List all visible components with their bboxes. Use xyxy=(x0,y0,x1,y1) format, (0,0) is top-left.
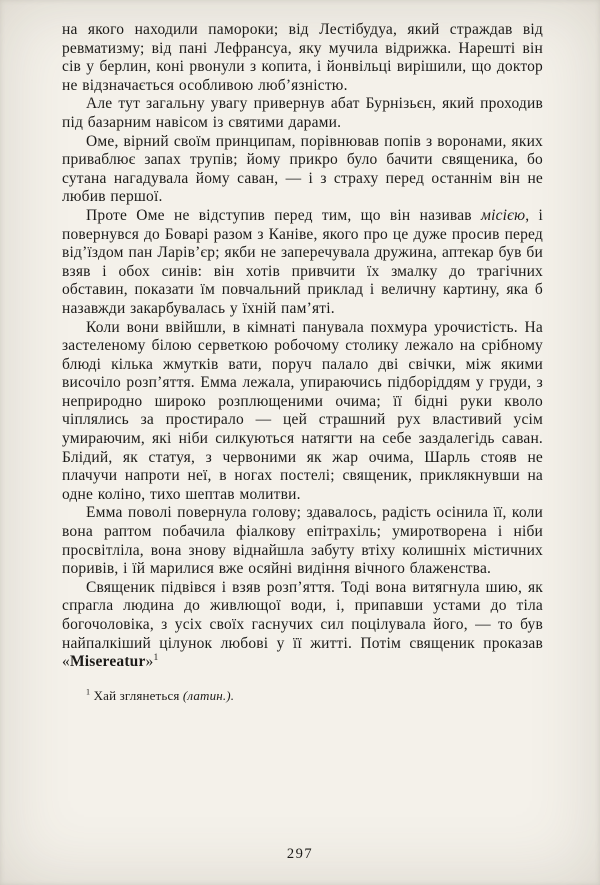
paragraph xyxy=(62,133,543,207)
text-segment: Хай зглянеться xyxy=(90,687,183,703)
footnote xyxy=(62,688,543,704)
paragraph xyxy=(62,207,543,319)
paragraph xyxy=(62,319,543,505)
text-segment: Священик підвівся і взяв розп’яття. Тоді вона витягнула шию, як спрагла людина до живлющої води, і, припавши устами до тіла богочоловіка, з усіх своїх гаснучих сил поцілувала його, — то був найпалкіший цілунок любові у її житті. Потім священик проказав « xyxy=(62,578,543,671)
text-segment: Misereatur xyxy=(69,653,146,671)
text-segment: місією xyxy=(481,206,526,224)
text-segment: Емма поволі повернула голову; здавалось, радість осінила її, коли вона раптом побачила фіалкову епітрахіль; умиротворена і ніби просвітліла, вона знову віднайшла забуту втіху колишніх містичних поривів, і їй марилися вже осяйні видіння вічного блаженства. xyxy=(62,504,543,578)
text-segment: » xyxy=(145,653,154,671)
text-segment: на якого находили памороки; від Лестібудуа, який страждав від ревматизму; від пані Лефрансуа, яку мучила відрижка. Нарешті він сів у берлин, коні рвонули з копита, і йонвільці вирішили, що доктор не відзначається особливою люб’язністю. xyxy=(62,21,543,94)
page-number: 297 xyxy=(286,846,314,862)
text-segment: 1 xyxy=(153,652,159,664)
text-segment: Але тут загальну увагу привернув абат Бурнізьєн, який проходив під базарним навісом із святими дарами. xyxy=(62,95,543,131)
text-segment: , і повернувся до Боварі разом з Каніве, якого про це дуже просив перед від’їздом пан Ларів’єр; якби не заперечувала дружина, аптекар був би взяв і обох синів: він хотів привчити їх змалку до трагічних обставин, показати їм повчальний приклад і величну картину, яка б назавжди закарбувалась у їхній пам’яті. xyxy=(62,206,543,317)
text-segment: Оме, вірний своїм принципам, порівнював попів з воронами, яких приваблює запах трупів; йому прикро було бачити священика, бо сутана нагадувала йому саван, — і з страху перед останнім він не любив першої. xyxy=(62,132,543,206)
text-segment: 1 xyxy=(86,687,91,697)
paragraph xyxy=(62,95,543,132)
paragraph xyxy=(62,504,543,578)
text-segment: (латин.). xyxy=(182,687,235,703)
text-segment: Проте Оме не відступив перед тим, що він називав xyxy=(86,206,482,224)
text-segment: Коли вони ввійшли, в кімнаті панувала похмура урочистість. На застеленому білою серветкою робочому столику лежало на срібному блюді кілька жмутків вати, поруч палало дві свічки, між якими височіло розп’яття. Емма лежала, упираючись підборіддям у груди, з неприродно широко розплющеними очима; її бідні руки кволо чіплялись за простирало — цей страшний рух властивий усім умираючим, які ніби силкуються натягти на себе заздалегідь саван. Блідий, як статуя, з червоними як жар очима, Шарль стояв не плачучи напроти неї, в ногах постелі; священик, приклякнувши на одне коліно, тихо шептав молитви. xyxy=(62,318,543,503)
paragraph xyxy=(62,579,543,672)
text-block xyxy=(62,21,543,672)
paragraph xyxy=(62,21,543,95)
